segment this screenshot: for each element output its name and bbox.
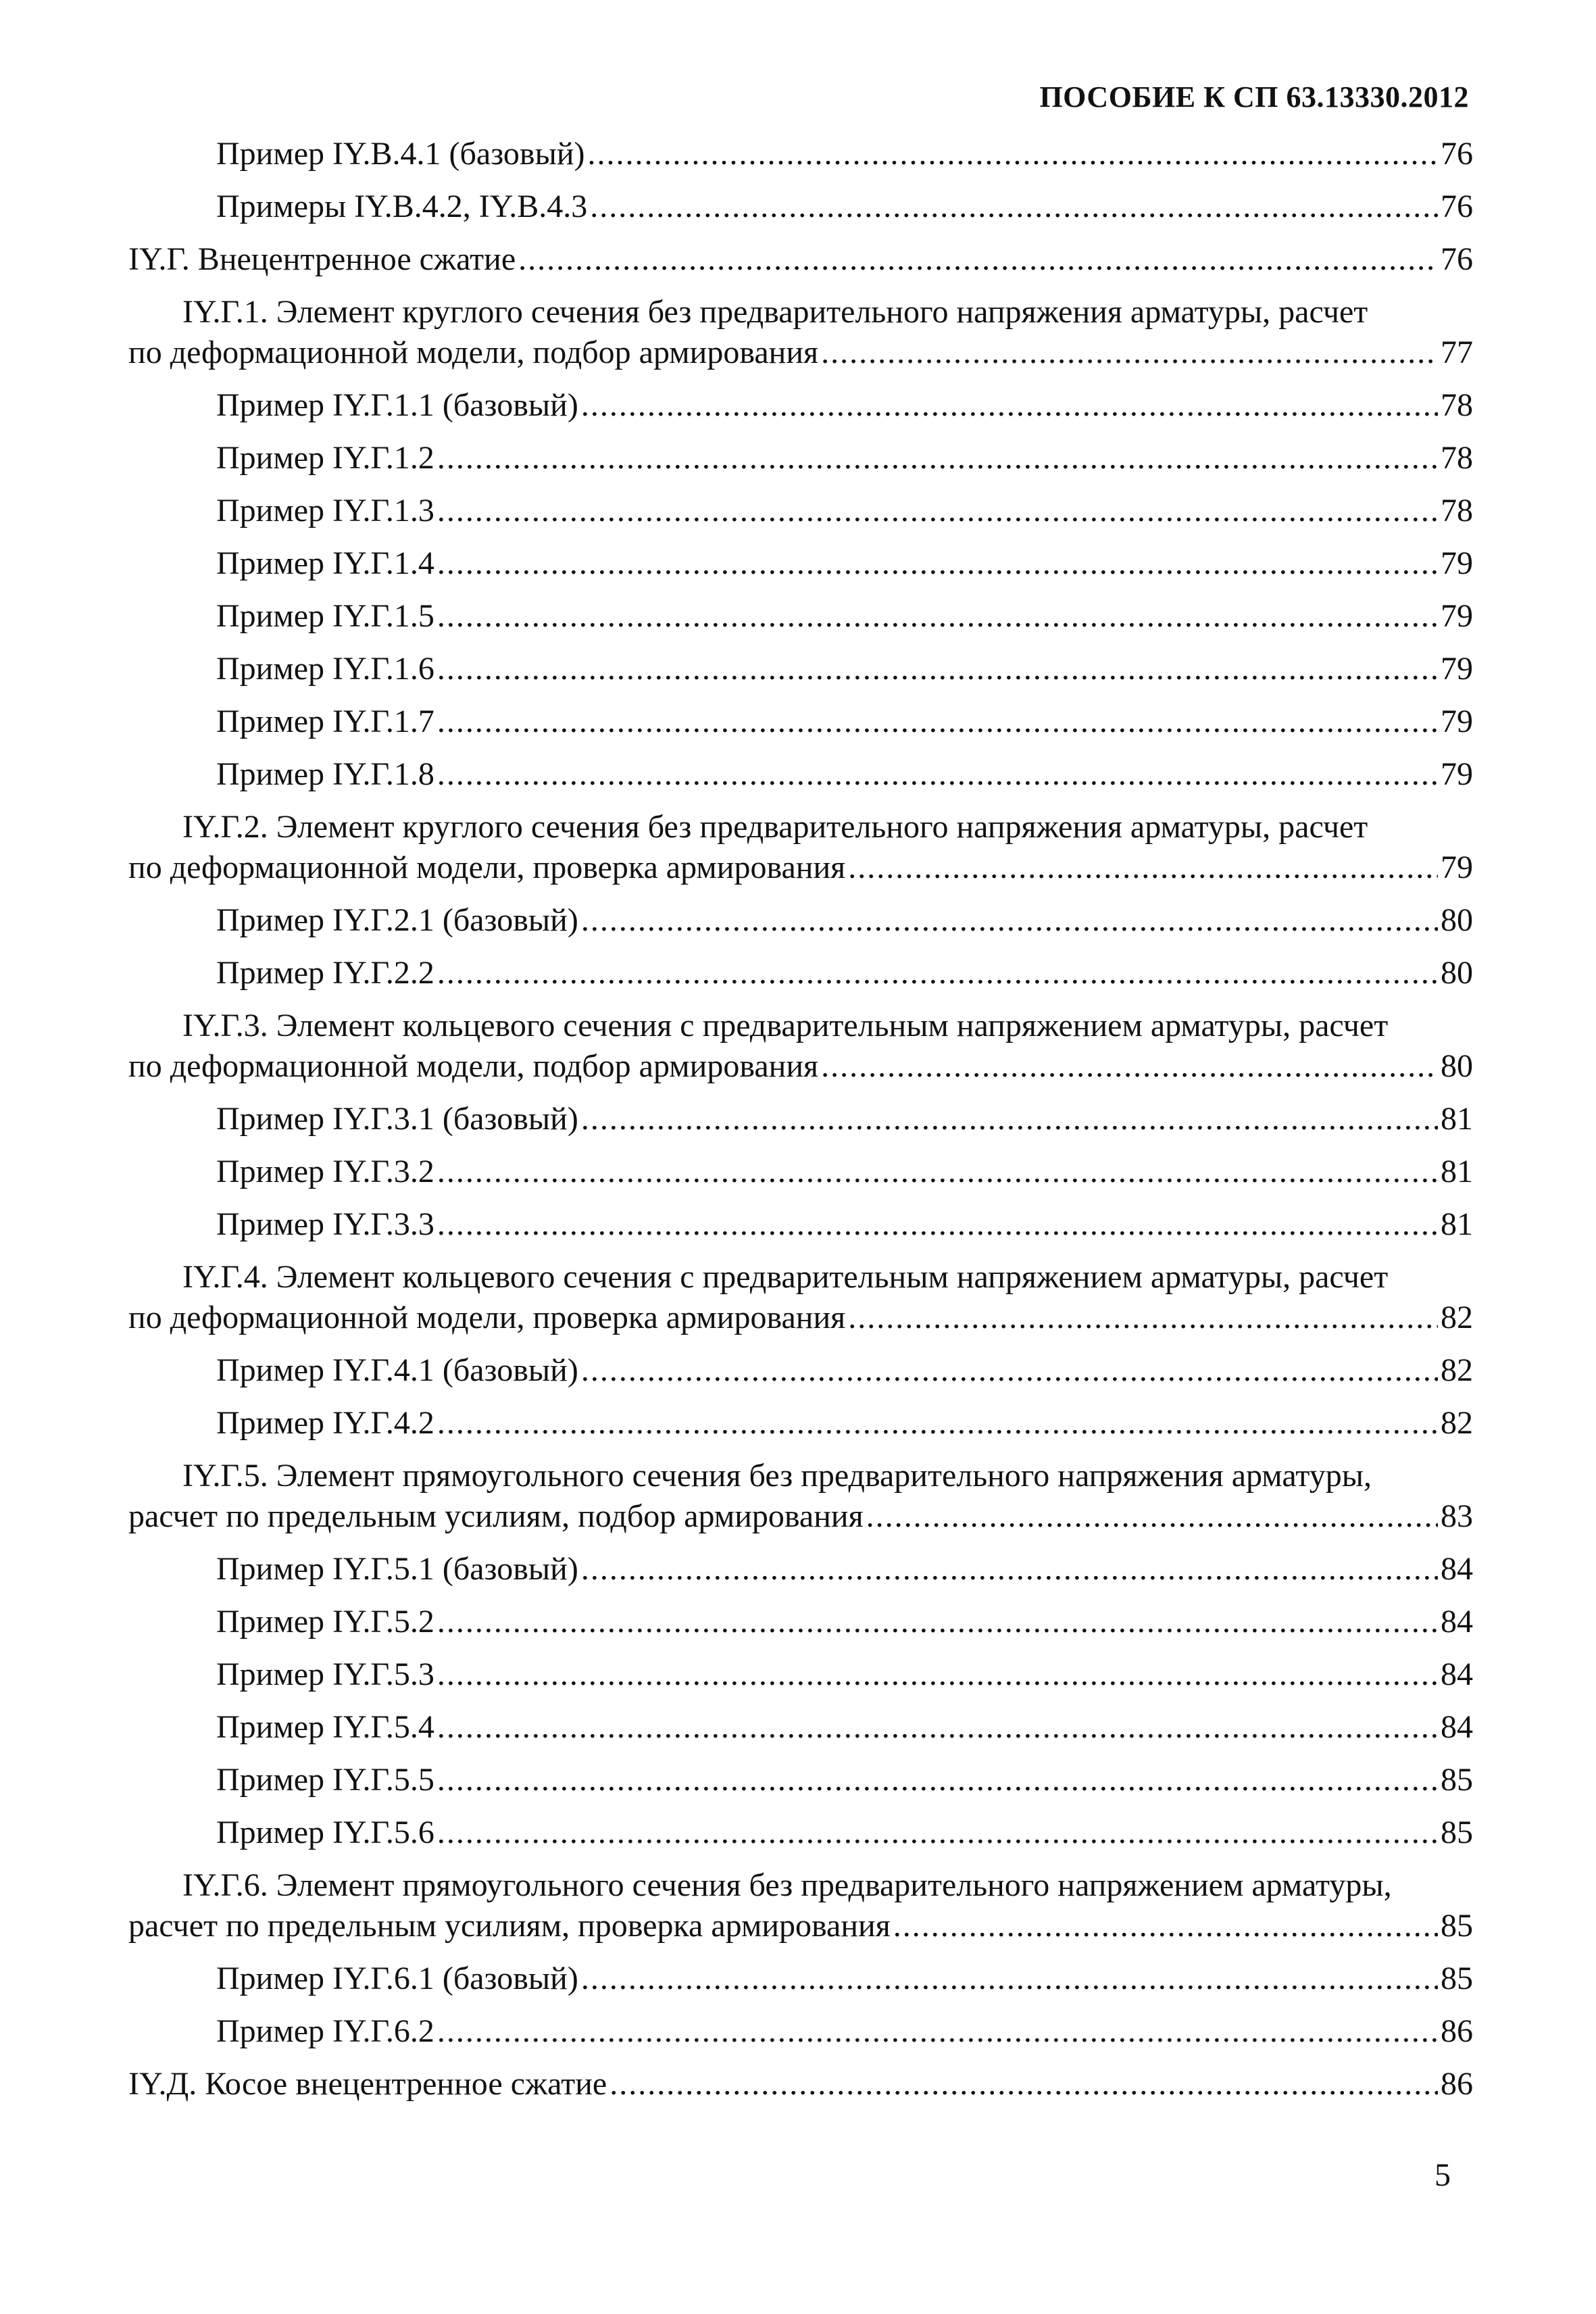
toc-entry[interactable] — [216, 2011, 1473, 2052]
toc-entry[interactable] — [128, 292, 1473, 373]
toc-entry[interactable] — [216, 1099, 1473, 1139]
toc-entry-title: Пример IY.Г.4.2 — [216, 1405, 434, 1441]
dot-leader — [437, 754, 1438, 795]
toc-entry[interactable] — [128, 807, 1473, 888]
toc-entry-page: 83 — [1441, 1498, 1473, 1534]
toc-entry[interactable] — [128, 1006, 1473, 1087]
toc-entry[interactable] — [216, 543, 1473, 584]
toc-entry-title: Пример IY.Г.5.2 — [216, 1604, 434, 1640]
toc-entry[interactable] — [216, 134, 1473, 174]
toc-entry-page: 79 — [1441, 850, 1473, 885]
toc-entry-page: 85 — [1441, 1961, 1473, 1996]
dot-leader — [437, 596, 1438, 637]
toc-entry[interactable] — [216, 1654, 1473, 1695]
dot-leader — [437, 1654, 1438, 1695]
dot-leader — [437, 1760, 1438, 1800]
toc-entry-title: Пример IY.Г.5.4 — [216, 1709, 434, 1745]
toc-entry[interactable] — [216, 1152, 1473, 1192]
toc-entry[interactable] — [216, 596, 1473, 637]
toc-entry-page: 82 — [1441, 1405, 1473, 1441]
dot-leader — [581, 385, 1438, 426]
toc-entry-page: 79 — [1441, 651, 1473, 687]
toc-entry-title: Пример IY.Г.1.3 — [216, 493, 434, 528]
toc-entry-title-line2: по деформационной модели, проверка армирования — [128, 1300, 846, 1335]
dot-leader — [581, 900, 1438, 941]
toc-entry-title: Пример IY.Г.3.2 — [216, 1154, 434, 1189]
dot-leader — [590, 187, 1438, 227]
toc-entry-page: 80 — [1441, 902, 1473, 938]
toc-entry[interactable] — [216, 187, 1473, 227]
toc-entry-title: Пример IY.Г.3.1 (базовый) — [216, 1101, 578, 1137]
toc-entry-title: Пример IY.Г.2.1 (базовый) — [216, 902, 578, 938]
toc-entry-page: 81 — [1441, 1206, 1473, 1242]
toc-entry[interactable] — [216, 1204, 1473, 1245]
dot-leader — [866, 1496, 1438, 1537]
toc-entry-page: 77 — [1441, 335, 1473, 370]
dot-leader — [437, 543, 1438, 584]
toc-entry-title: Примеры IY.B.4.2, IY.B.4.3 — [216, 189, 588, 224]
toc-entry-title: IY.Г. Внецентренное сжатие — [128, 241, 516, 277]
toc-entry[interactable] — [128, 1257, 1473, 1338]
toc-entry-page: 84 — [1441, 1604, 1473, 1640]
toc-entry-page: 85 — [1441, 1762, 1473, 1798]
toc-entry-title: Пример IY.Г.1.1 (базовый) — [216, 387, 578, 423]
toc-entry-page: 79 — [1441, 545, 1473, 581]
toc-entry-page: 82 — [1441, 1300, 1473, 1335]
toc-entry-title: Пример IY.Г.5.5 — [216, 1762, 434, 1798]
toc-entry-page: 86 — [1441, 2066, 1473, 2102]
toc-entry[interactable] — [216, 900, 1473, 941]
toc-entry-title: Пример IY.Г.6.2 — [216, 2013, 434, 2049]
toc-entry-page: 82 — [1441, 1352, 1473, 1388]
toc-entry-title: Пример IY.Г.5.6 — [216, 1815, 434, 1850]
dot-leader — [437, 953, 1438, 993]
toc-entry-page: 79 — [1441, 704, 1473, 739]
dot-leader — [437, 649, 1438, 689]
page-number: 5 — [1435, 2157, 1451, 2193]
toc-entry-page: 79 — [1441, 598, 1473, 634]
toc-entry[interactable] — [128, 1456, 1473, 1537]
toc-entry[interactable] — [216, 1959, 1473, 1999]
dot-leader — [581, 1099, 1438, 1139]
toc-entry[interactable] — [216, 1760, 1473, 1800]
dot-leader — [437, 1707, 1438, 1748]
toc-entry-page: 81 — [1441, 1101, 1473, 1137]
dot-leader — [437, 701, 1438, 742]
toc-entry[interactable] — [216, 1602, 1473, 1642]
toc-entry-title: Пример IY.Г.5.3 — [216, 1656, 434, 1692]
toc-entry-page: 84 — [1441, 1709, 1473, 1745]
toc-entry-page: 78 — [1441, 387, 1473, 423]
toc-entry-page: 86 — [1441, 2013, 1473, 2049]
dot-leader — [587, 134, 1438, 174]
toc-entry-title-line1: IY.Г.3. Элемент кольцевого сечения с предварительным напряжением арматуры, расчет — [182, 1008, 1389, 1043]
toc-entry-page: 85 — [1441, 1815, 1473, 1850]
toc-entry-title: Пример IY.Г.1.8 — [216, 756, 434, 792]
dot-leader — [821, 333, 1438, 373]
toc-entry-title: IY.Д. Косое внецентренное сжатие — [128, 2066, 607, 2102]
toc-entry-title: Пример IY.Г.6.1 (базовый) — [216, 1961, 578, 1996]
toc-entry[interactable] — [216, 754, 1473, 795]
toc-entry-title: Пример IY.Г.2.2 — [216, 955, 434, 991]
toc-entry[interactable] — [216, 649, 1473, 689]
toc-entry-title-line1: IY.Г.1. Элемент круглого сечения без предварительного напряжения арматуры, расчет — [182, 294, 1368, 330]
toc-entry[interactable] — [216, 438, 1473, 478]
toc-entry-page: 79 — [1441, 756, 1473, 792]
toc-entry[interactable] — [216, 1707, 1473, 1748]
toc-entry-page: 84 — [1441, 1656, 1473, 1692]
dot-leader — [848, 1298, 1438, 1338]
toc-entry-title-line2: по деформационной модели, проверка армирования — [128, 850, 846, 885]
toc-entry-title: Пример IY.Г.1.4 — [216, 545, 434, 581]
toc-entry-title: Пример IY.Г.1.2 — [216, 440, 434, 476]
dot-leader — [581, 1959, 1438, 1999]
toc-entry-title-line2: расчет по предельным усилиям, проверка армирования — [128, 1908, 891, 1944]
toc-entry-page: 78 — [1441, 493, 1473, 528]
toc-entry-title: Пример IY.Г.4.1 (базовый) — [216, 1352, 578, 1388]
toc-entry-title-line1: IY.Г.2. Элемент круглого сечения без предварительного напряжения арматуры, расчет — [182, 809, 1368, 845]
toc-entry-page: 85 — [1441, 1908, 1473, 1944]
toc-entry[interactable] — [128, 2064, 1473, 2104]
toc-entry-title-line2: расчет по предельным усилиям, подбор армирования — [128, 1498, 864, 1534]
toc-entry[interactable] — [216, 1813, 1473, 1853]
toc-entry-page: 81 — [1441, 1154, 1473, 1189]
toc-entry-title: Пример IY.Г.1.6 — [216, 651, 434, 687]
dot-leader — [437, 1152, 1438, 1192]
toc-entry-title: Пример IY.Г.5.1 (базовый) — [216, 1551, 578, 1587]
toc-entry-page: 78 — [1441, 440, 1473, 476]
dot-leader — [437, 1204, 1438, 1245]
dot-leader — [518, 239, 1438, 280]
toc-entry-page: 80 — [1441, 1048, 1473, 1084]
dot-leader — [848, 847, 1438, 888]
toc-entry-page: 84 — [1441, 1551, 1473, 1587]
toc-entry-title-line1: IY.Г.5. Элемент прямоугольного сечения без предварительного напряжения арматуры, — [182, 1458, 1372, 1494]
toc-entry-title-line1: IY.Г.4. Элемент кольцевого сечения с предварительным напряжением арматуры, расчет — [182, 1259, 1389, 1295]
dot-leader — [437, 1602, 1438, 1642]
dot-leader — [437, 1813, 1438, 1853]
dot-leader — [581, 1350, 1438, 1391]
dot-leader — [437, 438, 1438, 478]
toc-entry[interactable] — [128, 239, 1473, 280]
toc-entry-title: Пример IY.Г.1.5 — [216, 598, 434, 634]
toc-entry[interactable] — [216, 491, 1473, 531]
toc-entry[interactable] — [216, 385, 1473, 426]
toc-entry[interactable] — [216, 1549, 1473, 1590]
dot-leader — [609, 2064, 1438, 2104]
dot-leader — [893, 1906, 1438, 1946]
toc-entry-page: 76 — [1441, 189, 1473, 224]
toc-entry-page: 76 — [1441, 241, 1473, 277]
dot-leader — [581, 1549, 1438, 1590]
toc-entry-title-line2: по деформационной модели, подбор армирования — [128, 335, 819, 370]
dot-leader — [437, 2011, 1438, 2052]
running-header: ПОСОБИЕ К СП 63.13330.2012 — [1039, 80, 1469, 114]
toc-entry[interactable] — [216, 953, 1473, 993]
toc-entry[interactable] — [216, 1403, 1473, 1444]
table-of-contents — [128, 134, 1473, 2117]
dot-leader — [821, 1046, 1438, 1087]
toc-entry-title: Пример IY.Г.3.3 — [216, 1206, 434, 1242]
toc-entry-page: 76 — [1441, 136, 1473, 172]
toc-entry-title: Пример IY.B.4.1 (базовый) — [216, 136, 585, 172]
toc-entry-page: 80 — [1441, 955, 1473, 991]
toc-entry[interactable] — [216, 701, 1473, 742]
toc-entry[interactable] — [216, 1350, 1473, 1391]
toc-entry[interactable] — [128, 1865, 1473, 1946]
toc-entry-title: Пример IY.Г.1.7 — [216, 704, 434, 739]
toc-entry-title-line2: по деформационной модели, подбор армирования — [128, 1048, 819, 1084]
toc-entry-title-line1: IY.Г.6. Элемент прямоугольного сечения без предварительного напряжением арматуры, — [182, 1867, 1392, 1903]
dot-leader — [437, 1403, 1438, 1444]
dot-leader — [437, 491, 1438, 531]
